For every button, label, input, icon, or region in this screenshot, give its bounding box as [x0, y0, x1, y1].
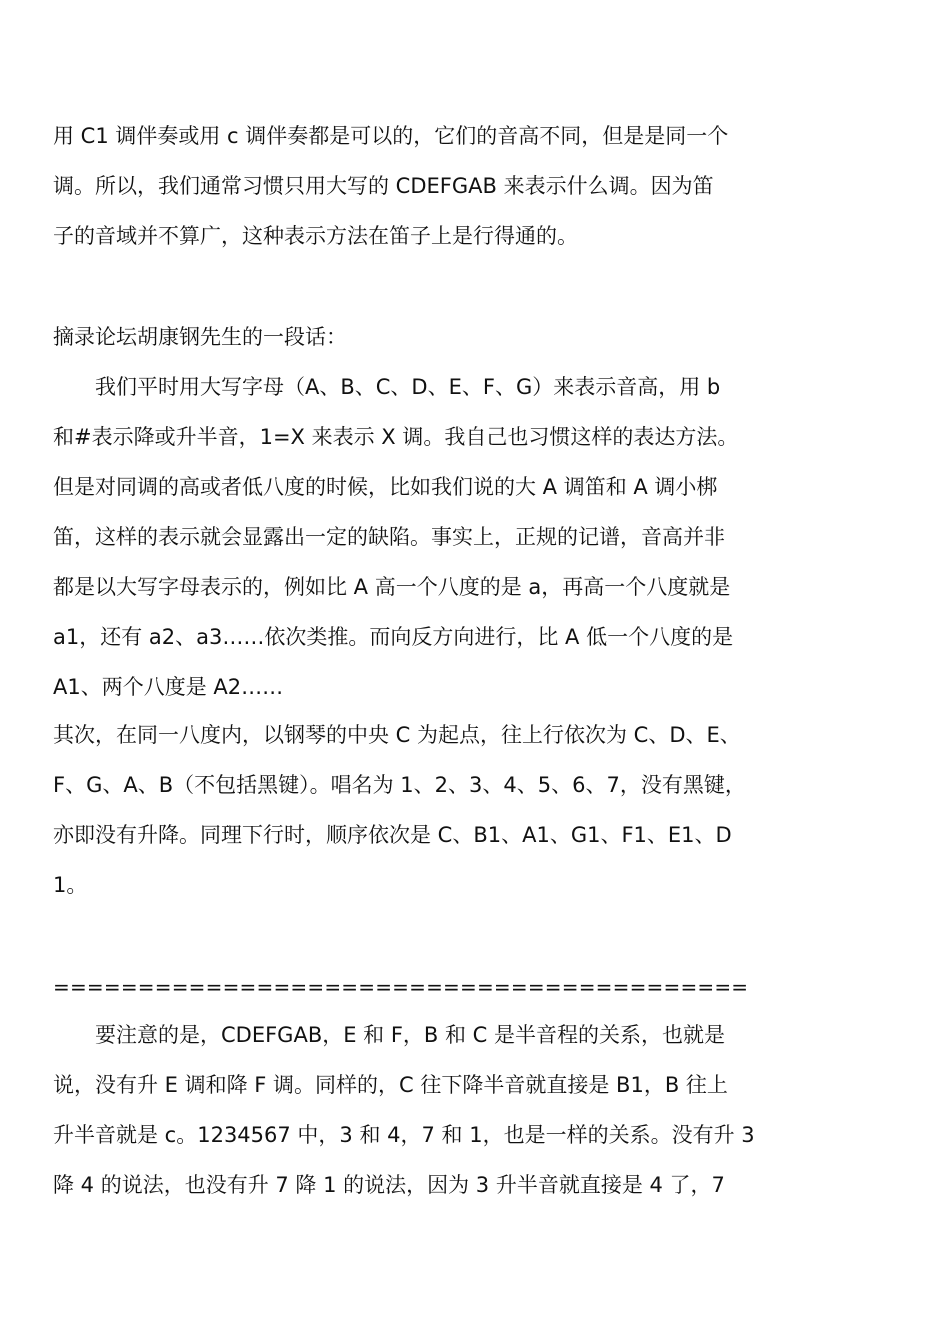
text-line: 用 C1 调伴奏或用 c 调伴奏都是可以的，它们的音高不同，但是是同一个 [53, 124, 729, 148]
text-line: 亦即没有升降。同理下行时，顺序依次是 C、B1、A1、G1、F1、E1、D [53, 823, 732, 847]
text-line: 子的音域并不算广，这种表示方法在笛子上是行得通的。 [53, 224, 578, 248]
text-line: 调。所以，我们通常习惯只用大写的 CDEFGAB 来表示什么调。因为笛 [53, 174, 714, 198]
text-line: 都是以大写字母表示的，例如比 A 高一个八度的是 a，再高一个八度就是 [53, 575, 731, 599]
text-line: 要注意的是，CDEFGAB，E 和 F，B 和 C 是半音程的关系，也就是 [53, 1023, 726, 1047]
text-line: 和#表示降或升半音，1=X 来表示 X 调。我自己也习惯这样的表达方法。 [53, 425, 739, 449]
text-line: F、G、A、B（不包括黑键）。唱名为 1、2、3、4、5、6、7，没有黑键， [53, 773, 746, 797]
text-line: 其次，在同一八度内，以钢琴的中央 C 为起点，往上行依次为 C、D、E、 [53, 723, 741, 747]
text-line: 升半音就是 c。1234567 中，3 和 4，7 和 1，也是一样的关系。没有升 3 [53, 1123, 755, 1147]
section-divider: ========================================= [53, 975, 749, 999]
quote-heading: 摘录论坛胡康钢先生的一段话： [53, 325, 347, 349]
text-line: 降 4 的说法，也没有升 7 降 1 的说法，因为 3 升半音就直接是 4 了，7 [53, 1173, 725, 1197]
text-line: a1，还有 a2、a3……依次类推。而向反方向进行，比 A 低一个八度的是 [53, 625, 734, 649]
text-line: 但是对同调的高或者低八度的时候，比如我们说的大 A 调笛和 A 调小梆 [53, 475, 718, 499]
text-line: 笛，这样的表示就会显露出一定的缺陷。事实上，正规的记谱，音高并非 [53, 525, 725, 549]
text-line: 1。 [53, 873, 88, 897]
text-line: 说，没有升 E 调和降 F 调。同样的，C 往下降半音就直接是 B1，B 往上 [53, 1073, 728, 1097]
text-line: 我们平时用大写字母（A、B、C、D、E、F、G）来表示音高，用 b [53, 375, 721, 399]
text-line: A1、两个八度是 A2…… [53, 675, 284, 699]
